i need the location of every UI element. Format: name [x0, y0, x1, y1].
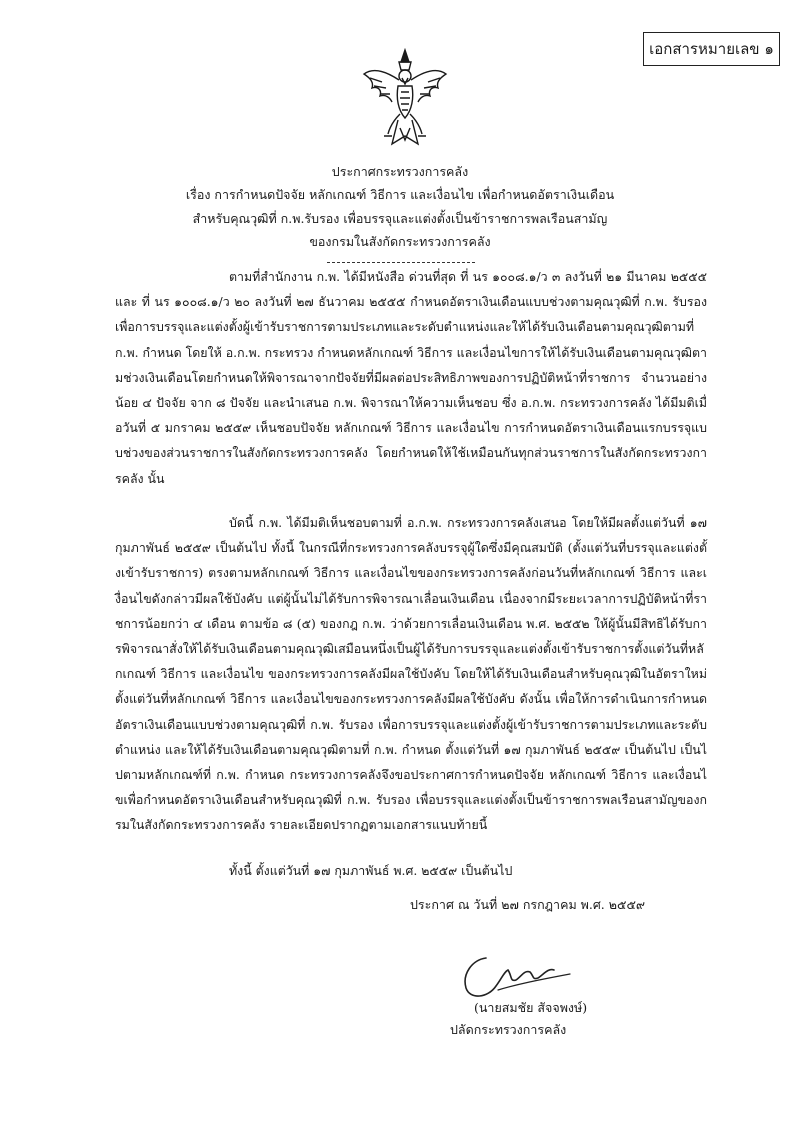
handwritten-signature: [458, 950, 578, 1002]
signatory-name: (นายสมชัย สัจจพงษ์): [474, 1000, 588, 1015]
subject-line-2: สำหรับคุณวุฒิที่ ก.พ.รับรอง เพื่อบรรจุและแต่งตั้งเป็นข้าราชการพลเรือนสามัญ: [192, 211, 608, 226]
body-paragraph-1: ตามที่สำนักงาน ก.พ. ได้มีหนังสือ ด่วนที่สุด ที่ นร ๑๐๐๘.๑/ว ๓ ลงวันที่ ๒๑ มีนาคม ๒๕๕๕ และ ที่ นร ๑๐๐๘.๑/ว ๒๐ ลงวันที่ ๒๗ ธันวาคม ๒๕๕๕ กำหนดอัตราเงินเดือนแบบช่วงตามคุณวุฒิที่ ก.พ. รับรอง เพื่อการบรรจุและแต่งตั้งผู้เข้ารับราชการตามประเภทและระดับตำแหน่งและให้ได้รับเงินเดือนตามคุณวุฒิตามที่ ก.พ. กำหนด โดยให้ อ.ก.พ. กระทรวง กำหนดหลักเกณฑ์ วิธีการ และเงื่อนไขการให้ได้รับเงินเดือนตามคุณวุฒิตามช่วงเงินเดือนโดยกำหนดให้พิจารณาจากปัจจัยที่มีผลต่อประสิทธิภาพของการปฏิบัติหน้าที่ราชการ จำนวนอย่างน้อย ๔ ปัจจัย จาก ๘ ปัจจัย และนำเสนอ ก.พ. พิจารณาให้ความเห็นชอบ ซึ่ง อ.ก.พ. กระทรวงการคลัง ได้มีมติเมื่อวันที่ ๕ มกราคม ๒๕๕๙ เห็นชอบปัจจัย หลักเกณฑ์ วิธีการ และเงื่อนไข การกำหนดอัตราเงินเดือนแรกบรรจุแบบช่วงของส่วนราชการในสังกัดกระทรวงการคลัง โดยกำหนดให้ใช้เหมือนกันทุกส่วนราชการในสังกัดกระทรวงการคลัง นั้น: [115, 269, 707, 486]
garuda-emblem-icon: [362, 48, 448, 148]
body-paragraph-2: บัดนี้ ก.พ. ได้มีมติเห็นชอบตามที่ อ.ก.พ. กระทรวงการคลังเสนอ โดยให้มีผลตั้งแต่วันที่ ๑๗ กุมภาพันธ์ ๒๕๕๙ เป็นต้นไป ทั้งนี้ ในกรณีที่กระทรวงการคลังบรรจุผู้ใดซึ่งมีคุณสมบัติ (ตั้งแต่วันที่บรรจุและแต่งตั้งเข้ารับราชการ) ตรงตามหลักเกณฑ์ วิธีการ และเงื่อนไขของกระทรวงการคลังก่อนวันที่หลักเกณฑ์ วิธีการ และเงื่อนไขดังกล่าวมีผลใช้บังคับ แต่ผู้นั้นไม่ได้รับการพิจารณาเลื่อนเงินเดือน เนื่องจากมีระยะเวลาการปฏิบัติหน้าที่ราชการน้อยกว่า ๔ เดือน ตามข้อ ๘ (๕) ของกฎ ก.พ. ว่าด้วยการเลื่อนเงินเดือน พ.ศ. ๒๕๕๒ ให้ผู้นั้นมีสิทธิได้รับการพิจารณาสั่งให้ได้รับเงินเดือนตามคุณวุฒิเสมือนหนึ่งเป็นผู้ได้รับการบรรจุและแต่งตั้งเข้ารับราชการตั้งแต่วันที่หลักเกณฑ์ วิธีการ และเงื่อนไข ของกระทรวงการคลังมีผลใช้บังคับ โดยให้ได้รับเงินเดือนสำหรับคุณวุฒิในอัตราใหม่ ตั้งแต่วันที่หลักเกณฑ์ วิธีการ และเงื่อนไขของกระทรวงการคลังมีผลใช้บังคับ ดังนั้น เพื่อให้การดำเนินการกำหนดอัตราเงินเดือนแบบช่วงตามคุณวุฒิที่ ก.พ. รับรอง เพื่อการบรรจุและแต่งตั้งผู้เข้ารับราชการตามประเภทและระดับตำแหน่ง และให้ได้รับเงินเดือนตามคุณวุฒิตามที่ ก.พ. กำหนด ตั้งแต่วันที่ ๑๗ กุมภาพันธ์ ๒๕๕๙ เป็นต้นไป เป็นไปตามหลักเกณฑ์ที่ ก.พ. กำหนด กระทรวงการคลังจึงขอประกาศการกำหนดปัจจัย หลักเกณฑ์ วิธีการ และเงื่อนไขเพื่อกำหนดอัตราเงินเดือนสำหรับคุณวุฒิที่ ก.พ. รับรอง เพื่อบรรจุและแต่งตั้งเป็นข้าราชการพลเรือนสามัญของกรมในสังกัดกระทรวงการคลัง รายละเอียดปรากฏตามเอกสารแนบท้ายนี้: [115, 515, 707, 833]
subject-line: เรื่อง การกำหนดปัจจัย หลักเกณฑ์ วิธีการ และเงื่อนไข เพื่อกำหนดอัตราเงินเดือน: [185, 187, 615, 202]
subject-line-3: ของกรมในสังกัดกระทรวงการคลัง: [309, 234, 491, 249]
announcement-date: ประกาศ ณ วันที่ ๒๗ กรกฎาคม พ.ศ. ๒๕๕๙: [410, 897, 646, 912]
announcement-heading: ประกาศกระทรวงการคลัง: [331, 164, 469, 179]
signatory-title: ปลัดกระทรวงการคลัง: [450, 1022, 567, 1037]
body-paragraph-3: ทั้งนี้ ตั้งแต่วันที่ ๑๗ กุมภาพันธ์ พ.ศ. ๒๕๕๙ เป็นต้นไป: [229, 863, 513, 878]
header-divider: [327, 262, 475, 263]
document-number-label: เอกสารหมายเลข ๑: [643, 32, 780, 66]
